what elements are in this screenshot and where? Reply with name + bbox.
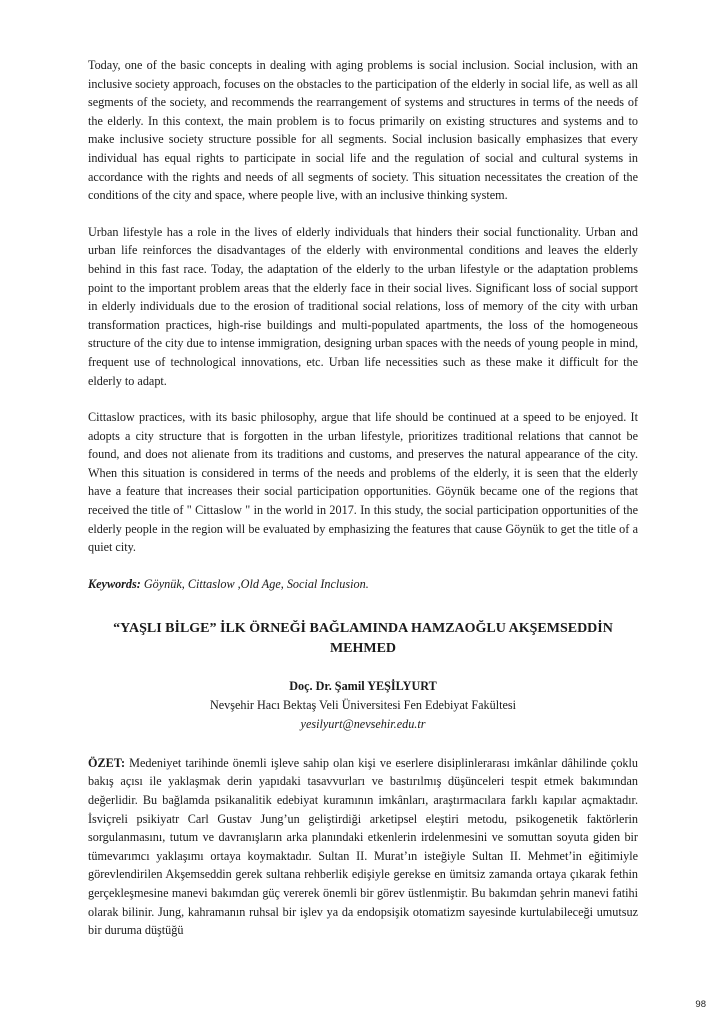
author-email: yesilyurt@nevsehir.edu.tr (300, 716, 426, 731)
abstract-paragraph (88, 754, 638, 940)
paragraph-urban-lifestyle: Urban lifestyle has a role in the lives of elderly individuals that hinders their social functionality. Urban and urban life reinforces the disadvantages of the elderly with environmental conditions and leaves the elderly behind in this fast race. Today, the adaptation of the elderly to the urban lifestyle or the adaptation problems point to the important problem areas that the elderly face in their social lives. Significant loss of social support in elderly individuals due to the erosion of traditional social relations, loss of memory of the city with urban transformation practices, high-rise buildings and multi-populated apartments, the loss of the homogeneous structure of the city due to intense immigration, designing urban spaces with the needs of young people in mind, frequent use of technological innovations, etc. Urban life necessities such as these make it difficult for the elderly to adapt. (88, 224, 638, 388)
paragraph-social-inclusion: Today, one of the basic concepts in dealing with aging problems is social inclusion. Social inclusion, with an inclusive society approach, focuses on the obstacles to the participation of the elderly in social life, as well as all segments of the society, and recommends the rearrangement of systems and structures in terms of the needs of the elderly. In this context, the main problem is to focus primarily on existing structures and systems and to make inclusive society structure possible for all segments. Social inclusion basically emphasizes that every individual has equal rights to participate in social life and the regulation of social and cultural systems in accordance with the rights and needs of all segments of society. This situation necessitates the creation of the conditions of the city and space, where people live, with an inclusive thinking system. (88, 58, 638, 203)
article-title-line1: “YAŞLI BİLGE” İLK ÖRNEĞİ BAĞLAMINDA HAMZAOĞLU AKŞEMSEDDİN (113, 620, 613, 636)
page-body (88, 56, 638, 958)
page-number: 98 (695, 999, 706, 1010)
paragraph-cittaslow: Cittaslow practices, with its basic philosophy, argue that life should be continued at a speed to be enjoyed. It adopts a city structure that is forgotten in the urban lifestyle, prioritizes traditional relations that cannot be found, and does not alienate from its traditions and customs, and preserves the natural appearance of the city. When this situation is considered in terms of the needs and problems of the elderly, it is seen that the elderly have a feature that increases their social participation opportunities. Göynük became one of the regions that received the title of " Cittaslow " in the world in 2017. In this study, the social participation opportunities of the elderly people in the region will be evaluated by emphasizing the features that cause Göynük to get the title of a quiet city. (88, 410, 638, 555)
keywords-text: Göynük, Cittaslow ,Old Age, Social Inclusion. (140, 576, 369, 591)
author-name: Doç. Dr. Şamil YEŞİLYURT (289, 678, 437, 693)
abstract-label: ÖZET: (88, 755, 126, 770)
article-title (88, 619, 638, 659)
author-affiliation: Nevşehir Hacı Bektaş Veli Üniversitesi Fen Edebiyat Fakültesi (209, 697, 517, 712)
keywords-line (88, 575, 638, 593)
keywords-label: Keywords: (88, 576, 141, 591)
author-block (88, 677, 638, 734)
article-title-line2: MEHMED (329, 640, 397, 656)
abstract-text: Medeniyet tarihinde önemli işleve sahip olan kişi ve eserlere disiplinlerarası imkânlar dâhilinde çoklu bakış açısı ile yaklaşmak derin yapıdaki tasavvurları ve bastırılmış düşünceleri tespit etmek bakımından değerlidir. Bu bağlamda psikanalitik edebiyat kuramının imkânları, araştırmacılara farklı kapılar açmaktadır. İsviçreli psikiyatr Carl Gustav Jung’un geliştirdiği arketipsel eleştiri metodu, psikogenetik faktörlerin sorgulanmasını, tutum ve davranışların arka planındaki etkenlerin irdelenmesini ve somuttan soyuta giden bir tümevarımcı yaklaşımı ortaya koymaktadır. Sultan II. Murat’ın isteğiyle Sultan II. Mehmet’in eğitimiyle görevlendirilen Akşemseddin gerek sultana rehberlik edişiyle gerekse en ümitsiz zamanda ortaya çıkarak fethin gerçekleşmesine manevi bakımdan güç vererek önemli bir görev üstlenmiştir. Bu bakımdan şehrin manevi fatihi olarak bilinir. Jung, kahramanın ruhsal bir işlev ya da endopsişik otomatizm sayesinde kurtulabileceği umutsuz bir duruma düştüğü (88, 755, 638, 938)
